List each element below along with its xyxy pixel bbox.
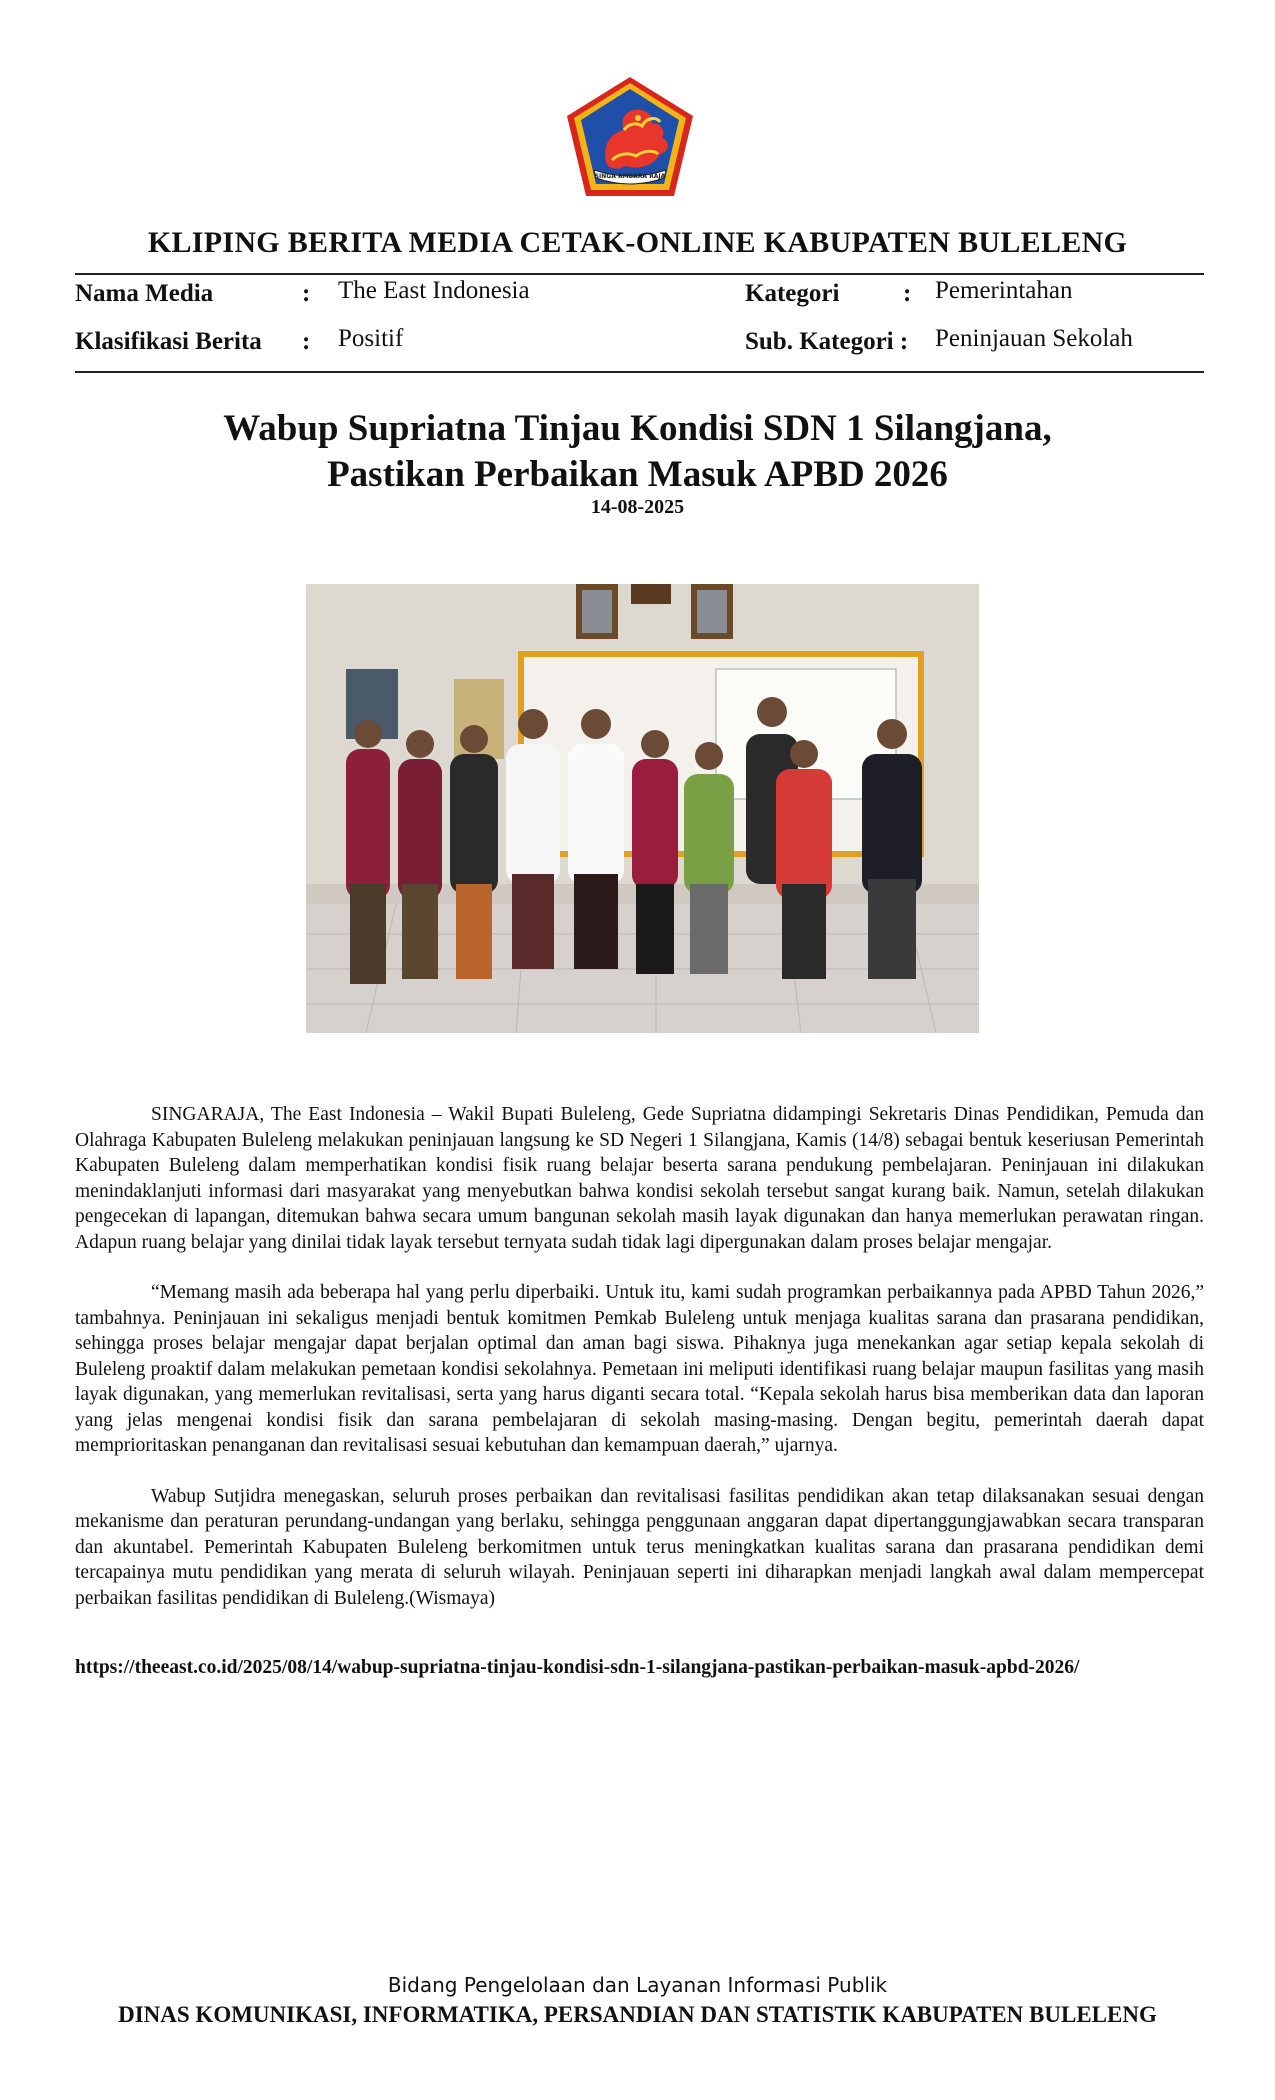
divider-bottom — [75, 371, 1204, 373]
footer-unit: Bidang Pengelolaan dan Layanan Informasi Publik — [387, 1973, 888, 1997]
article-paragraph: “Memang masih ada beberapa hal yang perlu diperbaiki. Untuk itu, kami sudah programkan perbaikannya pada APBD Tahun 2026,” tambahnya. Peninjauan ini sekaligus menjadi bentuk komitmen Pemkab Buleleng untuk menjaga kualitas sarana dan prasarana pendidikan, sehingga proses belajar mengajar dapat berjalan optimal dan aman bagi siswa. Pihaknya juga menekankan agar setiap kepala sekolah di Buleleng proaktif dalam melakukan pemetaan kondisi sekolahnya. Pemetaan ini meliputi identifikasi ruang belajar maupun fasilitas yang masih layak digunakan, yang memerlukan revitalisasi, serta yang harus diganti secara total. “Kepala sekolah harus bisa memberikan data dan laporan yang jelas mengenai kondisi fisik dan sarana pembelajaran di sekolah masing-masing. Dengan begitu, pemerintah daerah dapat memprioritaskan penanganan dan revitalisasi sesuai kebutuhan dan kemampuan daerah,” ujarnya. — [75, 1282, 1204, 1456]
source-url-link[interactable]: https://theeast.co.id/2025/08/14/wabup-supriatna-tinjau-kondisi-sdn-1-silangjana-pastikan-perbaikan-masuk-apbd-2026/ — [75, 1657, 1080, 1678]
article-date: 14-08-2025 — [590, 496, 685, 518]
klasifikasi-value: Positif — [338, 325, 404, 352]
article-paragraph: SINGARAJA, The East Indonesia – Wakil Bupati Buleleng, Gede Supriatna didampingi Sekretaris Dinas Pendidikan, Pemuda dan Olahraga Kabupaten Buleleng melakukan peninjauan langsung ke SD Negeri 1 Silangjana, Kamis (14/8) sebagai bentuk keseriusan Pemerintah Kabupaten Buleleng dalam memperhatikan kondisi fisik ruang belajar beserta sarana pendukung pembelajaran. Peninjauan ini dilakukan menindaklanjuti informasi dari masyarakat yang menyebutkan bahwa kondisi sekolah tersebut sangat kurang baik. Namun, setelah dilakukan pengecekan di lapangan, ditemukan bahwa secara umum bangunan sekolah masih layak digunakan dan hanya memerlukan perawatan ringan. Adapun ruang belajar yang dinilai tidak layak tersebut ternyata sudah tidak lagi dipergunakan dalam proses belajar mengajar. — [75, 1104, 1204, 1253]
document-title: KLIPING BERITA MEDIA CETAK-ONLINE KABUPATEN BULELENG — [147, 226, 1128, 259]
sub-kategori-label: Sub. Kategori : — [745, 328, 909, 355]
headline-line-1: Wabup Supriatna Tinjau Kondisi SDN 1 Silangjana, — [223, 408, 1052, 449]
article-paragraph: Wabup Sutjidra menegaskan, seluruh proses perbaikan dan revitalisasi fasilitas pendidikan akan tetap dilaksanakan sesuai dengan mekanisme dan peraturan perundang-undangan yang berlaku, sehingga penggunaan anggaran dapat dipertanggungjawabkan secara transparan dan akuntabel. Pemerintah Kabupaten Buleleng berkomitmen untuk terus meningkatkan kualitas sarana dan prasarana pendidikan demi tercapainya mutu pendidikan yang merata di seluruh wilayah. Peninjauan seperti ini diharapkan menjadi langkah awal dalam mempercepat perbaikan fasilitas pendidikan di Buleleng.(Wismaya) — [75, 1485, 1204, 1609]
nama-media-label: Nama Media — [75, 280, 214, 307]
meta-colon: : — [903, 280, 912, 307]
logo-icon — [562, 74, 698, 200]
sub-kategori-value: Peninjauan Sekolah — [935, 325, 1133, 352]
nama-media-value: The East Indonesia — [338, 277, 530, 304]
divider-top — [75, 273, 1204, 275]
article-body — [75, 1102, 1204, 1636]
klasifikasi-label: Klasifikasi Berita — [75, 328, 262, 355]
kategori-value: Pemerintahan — [935, 277, 1073, 304]
group-photo-icon — [306, 584, 979, 1033]
meta-colon: : — [302, 328, 311, 355]
kategori-label: Kategori — [745, 280, 840, 307]
svg-text:SINGA AMBARA RAJA: SINGA AMBARA RAJA — [594, 173, 666, 180]
footer-agency: DINAS KOMUNIKASI, INFORMATIKA, PERSANDIAN DAN STATISTIK KABUPATEN BULELENG — [118, 2002, 1157, 2027]
article-headline — [0, 406, 1275, 498]
headline-line-2: Pastikan Perbaikan Masuk APBD 2026 — [327, 454, 948, 495]
meta-colon: : — [302, 280, 311, 307]
